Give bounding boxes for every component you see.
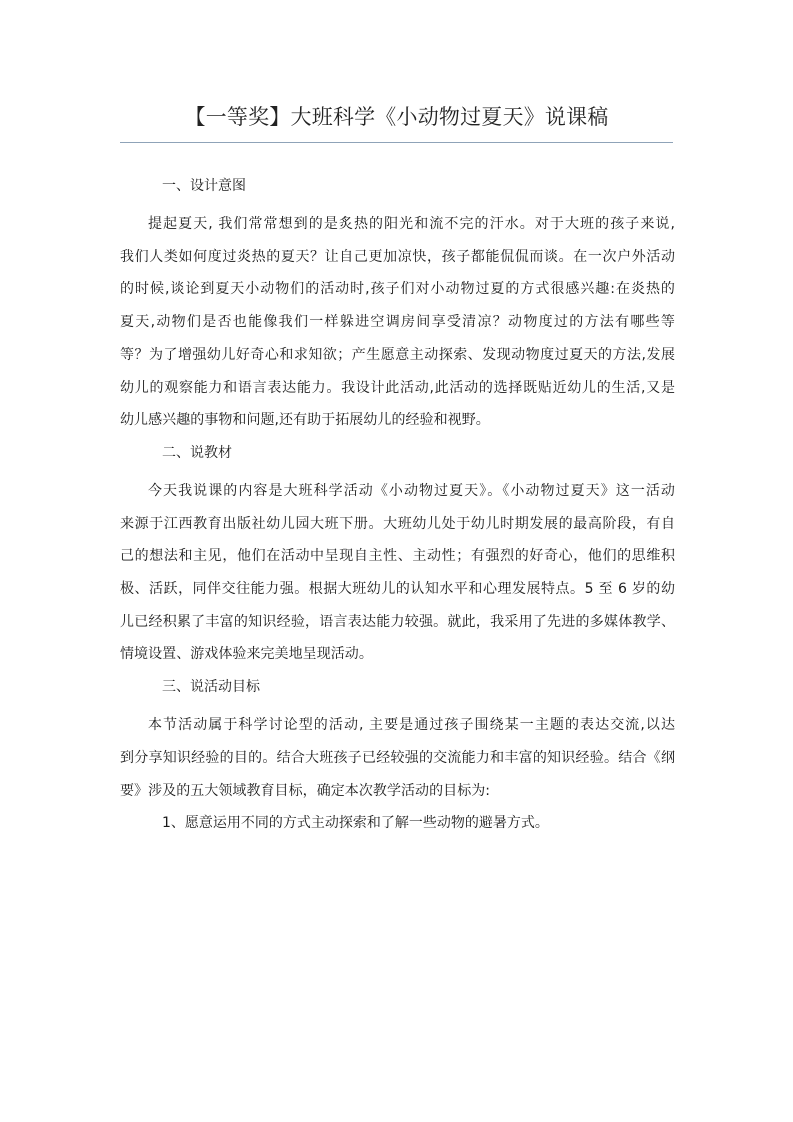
paragraph-line: 来源于江西教育出版社幼儿园大班下册。大班幼儿处于幼儿时期发展的最高阶段，有自 [120, 515, 675, 532]
paragraph-line: 等？为了增强幼儿好奇心和求知欲；产生愿意主动探索、发现动物度过夏天的方法,发展 [120, 346, 675, 363]
paragraph-line: 幼儿感兴趣的事物和问题,还有助于拓展幼儿的经验和视野。 [120, 412, 490, 429]
paragraph-line: 幼儿的观察能力和语言表达能力。我设计此活动,此活动的选择既贴近幼儿的生活,又是 [120, 379, 675, 396]
section-heading-teaching-material: 二、说教材 [162, 444, 232, 461]
paragraph-line: 我们人类如何度过炎热的夏天？让自己更加凉快，孩子都能侃侃而谈。在一次户外活动 [120, 248, 675, 265]
paragraph-line: 的时候,谈论到夏天小动物们的活动时,孩子们对小动物过夏的方式很感兴趣:在炎热的 [120, 281, 675, 298]
paragraph-activity-goals [120, 709, 675, 807]
paragraph-line: 要》涉及的五大领域教育目标，确定本次教学活动的目标为: [120, 782, 491, 799]
paragraph-line: 儿已经积累了丰富的知识经验，语言表达能力较强。就此，我采用了先进的多媒体教学、 [120, 613, 675, 630]
document-title: 【一等奖】大班科学《小动物过夏天》说课稿 [184, 105, 609, 129]
title-underline [120, 142, 673, 143]
section-heading-activity-goals: 三、说活动目标 [162, 679, 260, 696]
paragraph-line: 今天我说课的内容是大班科学活动《小动物过夏天》。《小动物过夏天》这一活动 [148, 482, 675, 499]
section-heading-design-intent: 一、设计意图 [162, 178, 246, 194]
paragraph-teaching-material [120, 475, 675, 671]
paragraph-line: 本节活动属于科学讨论型的活动, 主要是通过孩子围绕某一主题的表达交流,以达 [148, 717, 675, 734]
paragraph-line: 到分享知识经验的目的。结合大班孩子已经较强的交流能力和丰富的知识经验。结合《纲 [120, 749, 675, 766]
paragraph-design-intent [120, 208, 675, 437]
paragraph-line: 提起夏天, 我们常常想到的是炙热的阳光和流不完的汗水。对于大班的孩子来说, [148, 216, 675, 232]
goal-list-item: 1、愿意运用不同的方式主动探索和了解一些动物的避暑方式。 [162, 815, 549, 832]
paragraph-line: 夏天,动物们是否也能像我们一样躲进空调房间享受清凉？动物度过的方法有哪些等 [120, 314, 675, 331]
document-body [120, 170, 675, 839]
paragraph-line: 极、活跃，同伴交往能力强。根据大班幼儿的认知水平和心理发展特点。5 至 6 岁的幼 [120, 581, 675, 598]
paragraph-line: 己的想法和主见，他们在活动中呈现自主性、主动性；有强烈的好奇心，他们的思维积 [120, 548, 675, 565]
paragraph-line: 情境设置、游戏体验来完美地呈现活动。 [120, 646, 373, 663]
